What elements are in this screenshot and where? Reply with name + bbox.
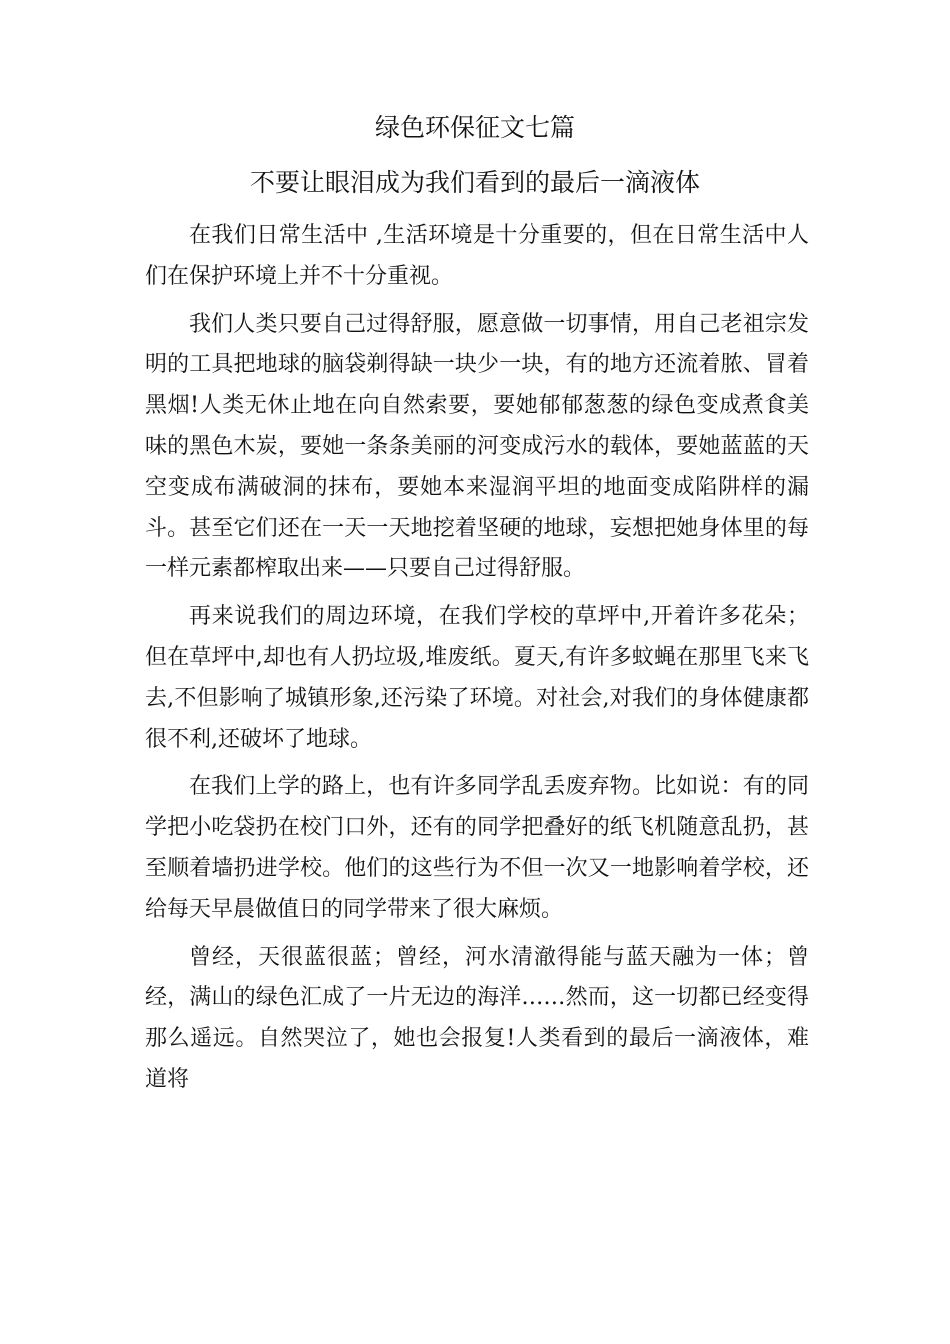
document-body: [145, 216, 809, 1108]
paragraph-1: 在我们日常生活中 ,生活环境是十分重要的，但在日常生活中人们在保护环境上并不十分重视。: [145, 223, 809, 289]
paragraph-3: 再来说我们的周边环境，在我们学校的草坪中,开着许多花朵；但在草坪中,却也有人扔垃圾,堆废纸。夏天,有许多蚊蝇在那里飞来飞去,不但影响了城镇形象,还污染了环境。对社会,对我们的身体健康都很不利,还破坏了地球。: [145, 604, 809, 752]
document-subtitle: 不要让眼泪成为我们看到的最后一滴液体: [249, 168, 700, 197]
paragraph-5: 曾经，天很蓝很蓝；曾经，河水清澈得能与蓝天融为一体；曾经，满山的绿色汇成了一片无边的海洋……然而，这一切都已经变得那么遥远。自然哭泣了，她也会报复!人类看到的最后一滴液体，难道将: [145, 944, 809, 1092]
document-title: 绿色环保征文七篇: [374, 113, 575, 142]
paragraph-4: 在我们上学的路上，也有许多同学乱丢废弃物。比如说：有的同学把小吃袋扔在校门口外，还有的同学把叠好的纸飞机随意乱扔，甚至顺着墙扔进学校。他们的这些行为不但一次又一地影响着学校，还给每天早晨做值日的同学带来了很大麻烦。: [145, 774, 809, 922]
paragraph-2: 我们人类只要自己过得舒服，愿意做一切事情，用自己老祖宗发明的工具把地球的脑袋剃得缺一块少一块，有的地方还流着脓、冒着黑烟!人类无休止地在向自然索要，要她郁郁葱葱的绿色变成煮食美味的黑色木炭，要她一条条美丽的河变成污水的载体，要她蓝蓝的天空变成布满破洞的抹布，要她本来湿润平坦的地面变成陷阱样的漏斗。甚至它们还在一天一天地挖着坚硬的地球，妄想把她身体里的每一样元素都榨取出来——只要自己过得舒服。: [145, 311, 809, 582]
